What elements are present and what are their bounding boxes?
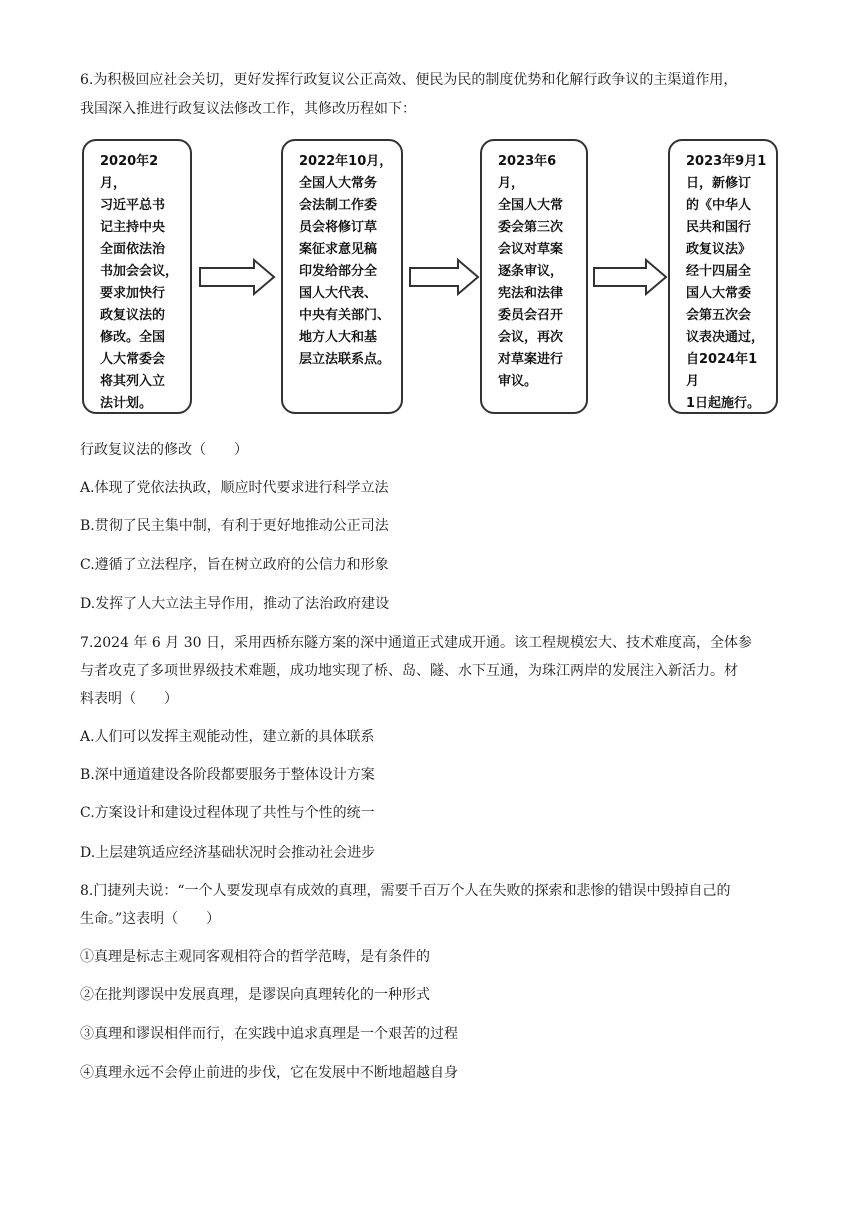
q7-option-a: A.人们可以发挥主观能动性，建立新的具体联系 — [80, 729, 375, 745]
flow-arrow-3 — [592, 258, 668, 296]
q8-option-3: ③真理和谬误相伴而行，在实践中追求真理是一个艰苦的过程 — [80, 1026, 458, 1042]
q6-stem-line-1: 6.为积极回应社会关切，更好发挥行政复议公正高效、便民为民的制度优势和化解行政争议的主渠道作用， — [80, 72, 738, 88]
flow-box-3: 2023年6月， 全国人大常 委会第三次 会议对草案 逐条审议， 宪法和法律 委员会召开 会议，再次 对草案进行 审议。 — [480, 139, 588, 414]
q6-option-a: A.体现了党依法执政，顺应时代要求进行科学立法 — [80, 480, 389, 496]
q6-option-d: D.发挥了人大立法主导作用，推动了法治政府建设 — [80, 596, 390, 612]
q6-option-b: B.贯彻了民主集中制，有利于更好地推动公正司法 — [80, 518, 389, 534]
flow-box-2: 2022年10月， 全国人大常务 会法制工作委 员会将修订草 案征求意见稿 印发给部分全 国人大代表、 中央有关部门、 地方人大和基 层立法联系点。 — [281, 139, 403, 414]
q8-option-1: ①真理是标志主观同客观相符合的哲学范畴，是有条件的 — [80, 949, 430, 965]
q6-option-c: C.遵循了立法程序，旨在树立政府的公信力和形象 — [80, 557, 389, 573]
q7-stem-line-3: 料表明（ ） — [80, 691, 178, 707]
q7-stem-line-2: 与者攻克了多项世界级技术难题，成功地实现了桥、岛、隧、水下互通，为珠江两岸的发展注入新活力。材 — [80, 663, 738, 679]
flow-box-4: 2023年9月1 日，新修订 的《中华人 民共和国行 政复议法》 经十四届全 国人大常委 会第五次会 议表决通过， 自2024年1月 1日起施行。 — [668, 139, 778, 414]
q6-question: 行政复议法的修改（ ） — [80, 442, 248, 458]
flow-arrow-2 — [408, 258, 480, 296]
q7-option-c: C.方案设计和建设过程体现了共性与个性的统一 — [80, 805, 375, 821]
flow-box-1: 2020年2月， 习近平总书 记主持中央 全面依法治 书加会会议， 要求加快行 政复议法的 修改。全国 人大常委会 将其列入立 法计划。 — [82, 139, 192, 414]
q6-stem-line-2: 我国深入推进行政复议法修改工作，其修改历程如下： — [80, 101, 416, 117]
q8-stem-line-1: 8.门捷列夫说：“一个人要发现卓有成效的真理，需要千百万个人在失败的探索和悲惨的错误中毁掉自己的 — [80, 883, 731, 899]
q8-option-2: ②在批判谬误中发展真理，是谬误向真理转化的一种形式 — [80, 987, 430, 1003]
q8-stem-line-2: 生命。”这表明（ ） — [80, 911, 221, 927]
flow-arrow-1 — [198, 258, 276, 296]
q7-stem-line-1: 7.2024 年 6 月 30 日，采用西桥东隧方案的深中通道正式建成开通。该工程规模宏大、技术难度高，全体参 — [80, 635, 752, 651]
q7-option-d: D.上层建筑适应经济基础状况时会推动社会进步 — [80, 845, 376, 861]
q7-option-b: B.深中通道建设各阶段都要服务于整体设计方案 — [80, 767, 375, 783]
q8-option-4: ④真理永远不会停止前进的步伐，它在发展中不断地超越自身 — [80, 1065, 458, 1081]
